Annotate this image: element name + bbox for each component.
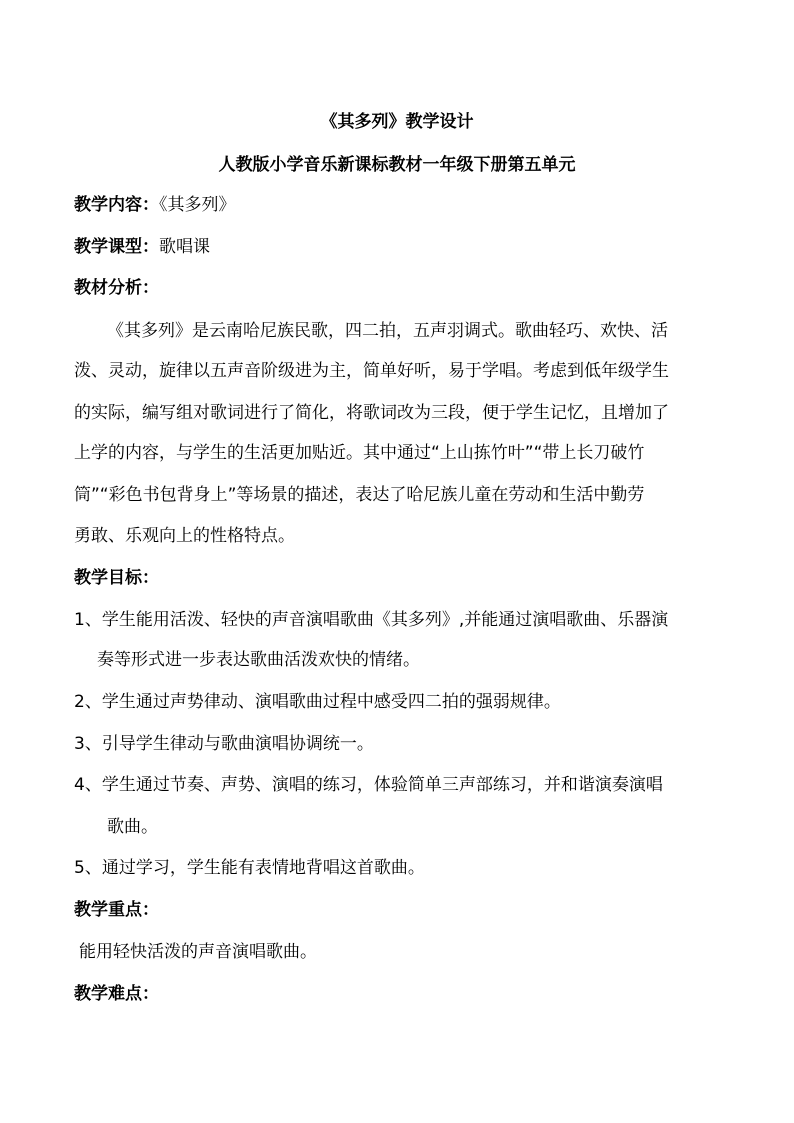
goal-item-continuation: 歌曲。 (107, 817, 158, 837)
goals-heading: 教学目标： (74, 568, 159, 588)
goal-item: 1、学生能用活泼、轻快的声音演唱歌曲《其多列》,并能通过演唱歌曲、乐器演 (74, 610, 669, 630)
goal-item: 3、引导学生律动与歌曲演唱协调统一。 (74, 734, 374, 754)
analysis-heading: 教材分析： (74, 278, 159, 298)
analysis-line: 上学的内容，与学生的生活更加贴近。其中通过“上山拣竹叶”“带上长刀破竹 (74, 443, 645, 463)
analysis-line: 的实际，编写组对歌词进行了简化，将歌词改为三段，便于学生记忆，且增加了 (74, 403, 669, 423)
key-points-heading: 教学重点： (74, 900, 159, 920)
analysis-line: 泼、灵动，旋律以五声音阶级进为主，简单好听，易于学唱。考虑到低年级学生 (74, 361, 669, 381)
goal-item-continuation: 奏等形式进一步表达歌曲活泼欢快的情绪。 (97, 650, 420, 670)
lesson-type-row (74, 232, 210, 257)
content-value: 《其多列》 (159, 195, 236, 215)
analysis-line: 《其多列》是云南哈尼族民歌，四二拍，五声羽调式。歌曲轻巧、欢快、活 (107, 321, 668, 341)
document-title: 《其多列》教学设计 (320, 112, 474, 132)
analysis-line: 勇敢、乐观向上的性格特点。 (74, 526, 295, 546)
content-row (74, 190, 236, 215)
lesson-type-value: 歌唱课 (159, 237, 210, 257)
goal-item: 5、通过学习，学生能有表情地背唱这首歌曲。 (74, 858, 425, 878)
key-points-text: 能用轻快活泼的声音演唱歌曲。 (79, 942, 317, 962)
document-subtitle: 人教版小学音乐新课标教材一年级下册第五单元 (218, 155, 576, 175)
content-label: 教学内容： (74, 195, 159, 215)
difficulties-heading: 教学难点： (74, 984, 159, 1004)
goal-item: 2、学生通过声势律动、演唱歌曲过程中感受四二拍的强弱规律。 (74, 692, 561, 712)
lesson-type-label: 教学课型： (74, 237, 159, 257)
goal-item: 4、学生通过节奏、声势、演唱的练习，体验简单三声部练习，并和谐演奏演唱 (74, 775, 663, 795)
analysis-line: 筒”“彩色书包背身上”等场景的描述，表达了哈尼族儿童在劳动和生活中勤劳 (74, 485, 645, 505)
